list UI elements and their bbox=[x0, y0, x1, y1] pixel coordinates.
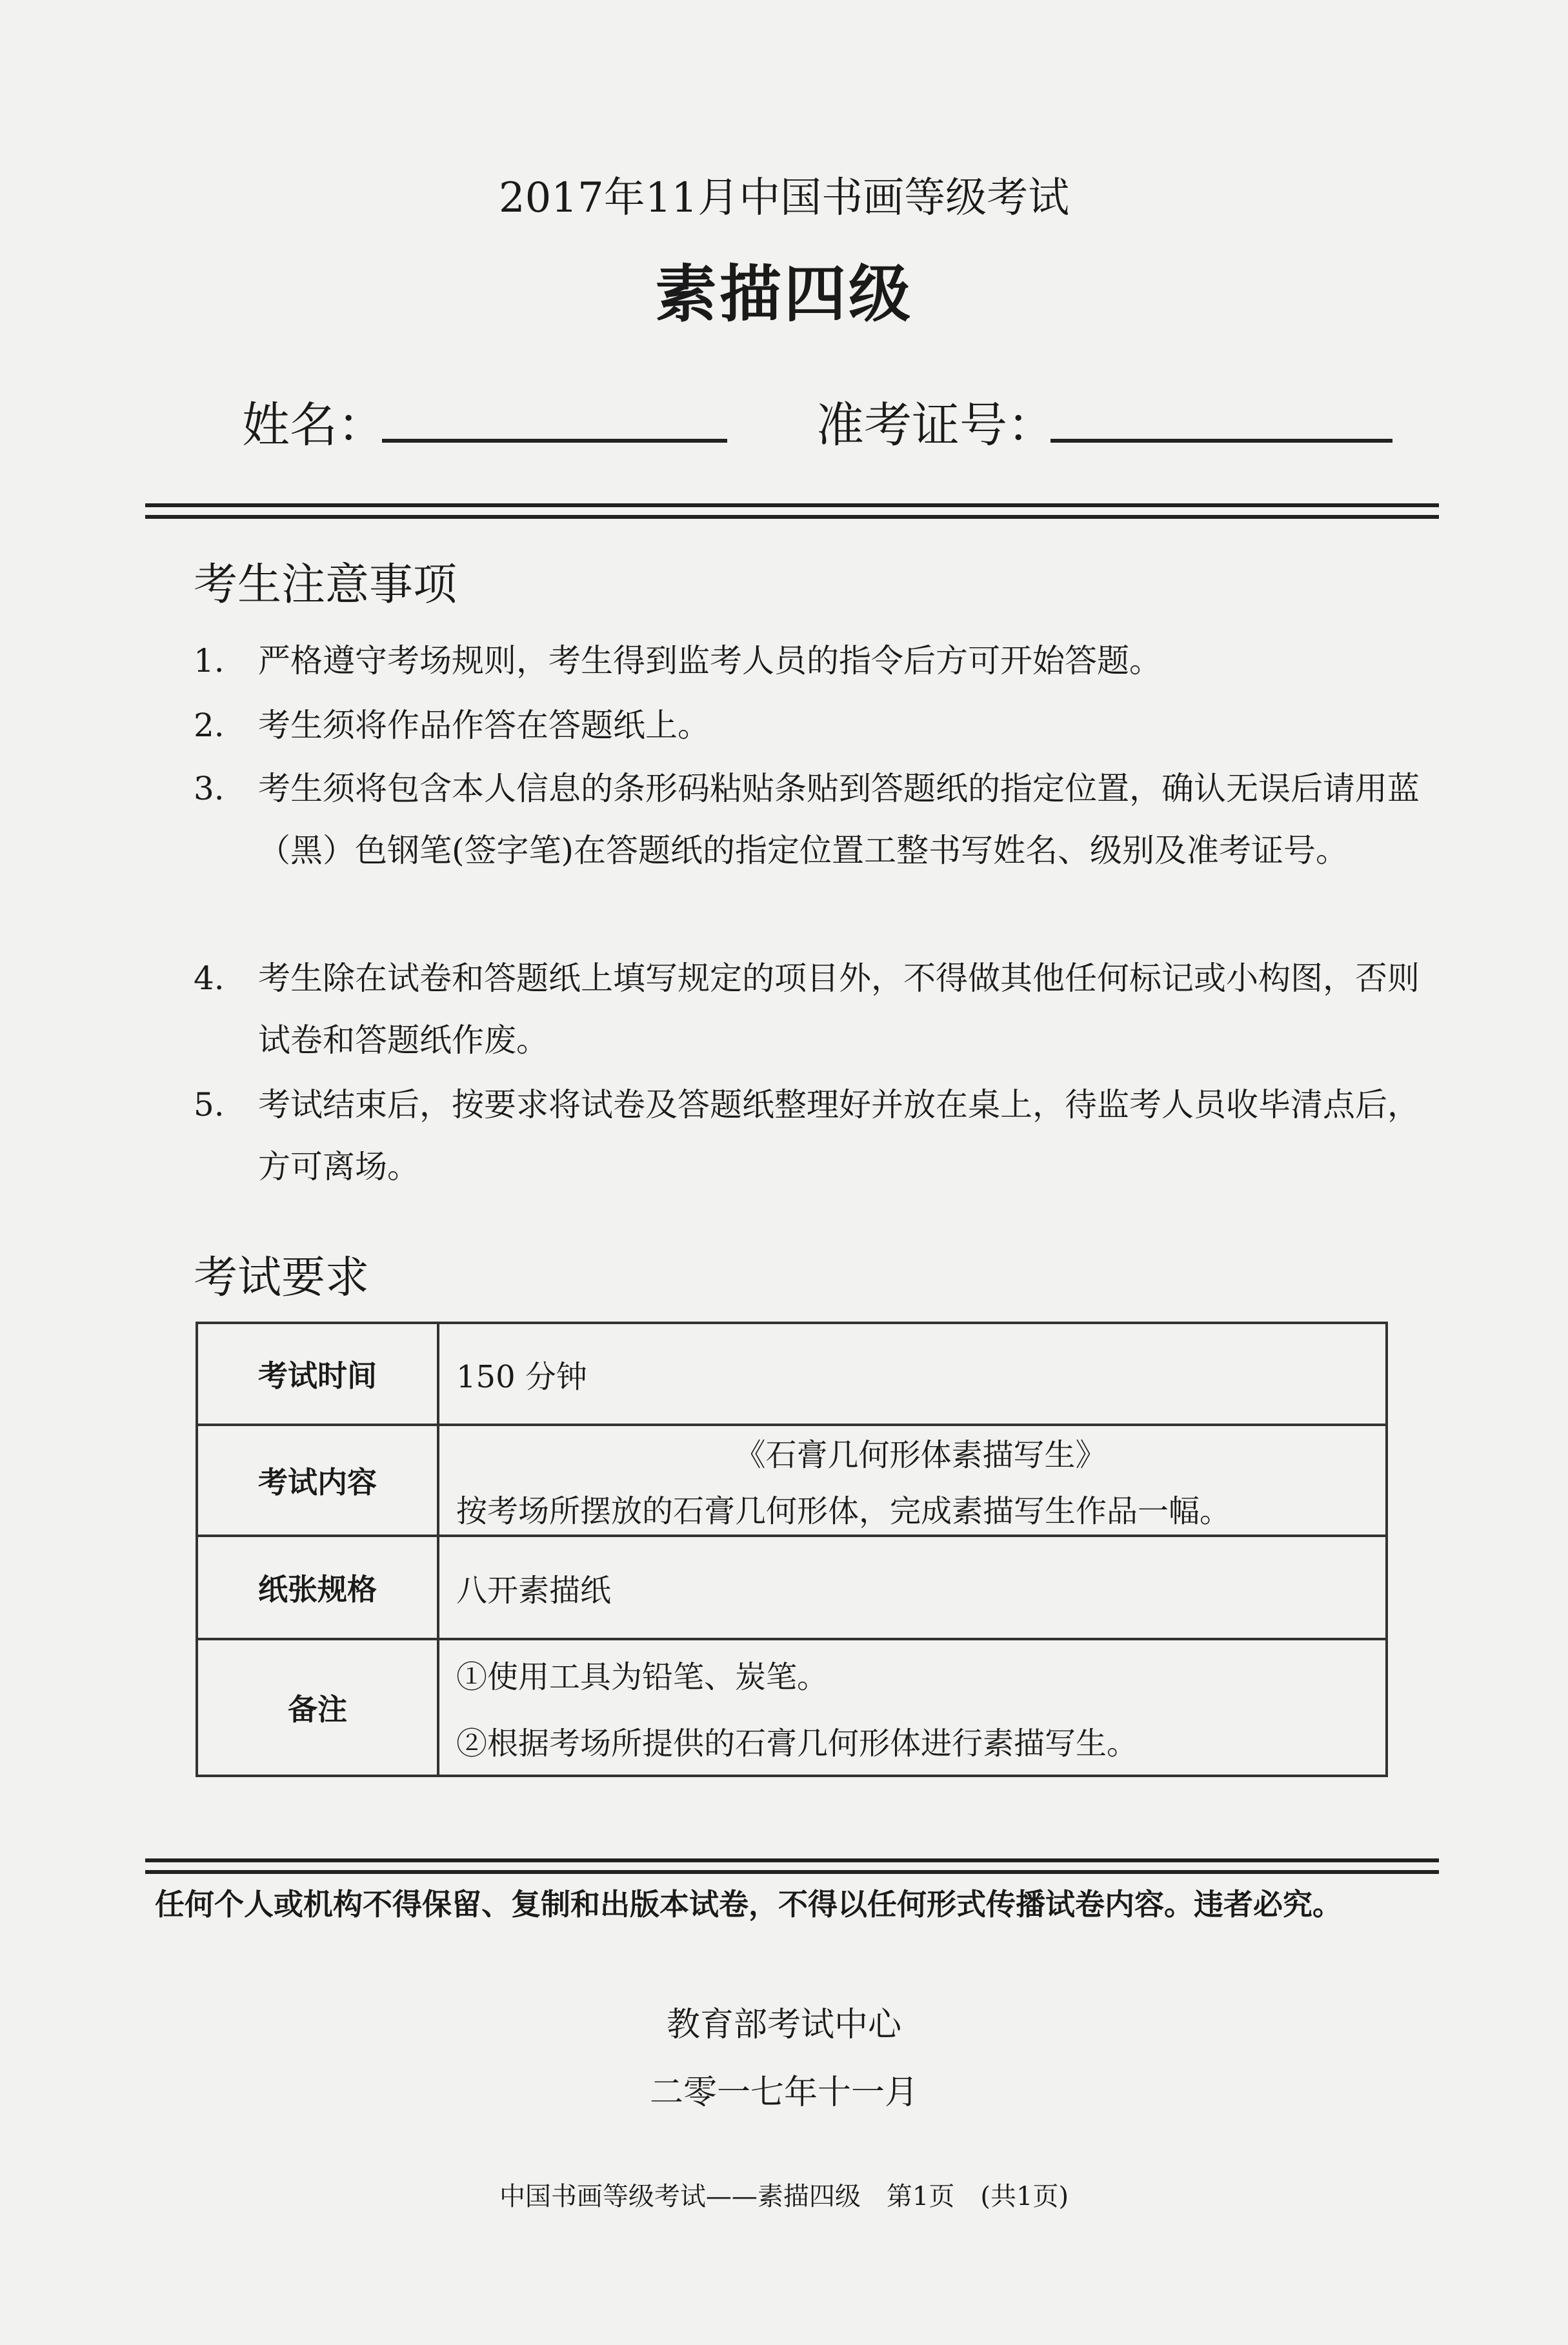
remark-line: ②根据考场所提供的石膏几何形体进行素描写生。 bbox=[456, 1726, 1138, 1762]
paper-label: 纸张规格 bbox=[197, 1536, 438, 1639]
notes-item bbox=[194, 694, 1426, 756]
exam-level-title: 素描四级 bbox=[655, 257, 913, 330]
notes-item-number: 5. bbox=[194, 1086, 225, 1123]
name-label: 姓名： bbox=[242, 398, 385, 453]
bottom-double-rule bbox=[145, 1858, 1439, 1874]
remarks-cell bbox=[438, 1639, 1387, 1776]
requirements-heading: 考试要求 bbox=[194, 1253, 370, 1303]
notes-item-text: 考生除在试卷和答题纸上填写规定的项目外，不得做其他任何标记或小构图，否则试卷和答题纸作废。 bbox=[258, 960, 1420, 1059]
notes-heading: 考生注意事项 bbox=[194, 559, 457, 610]
time-label: 考试时间 bbox=[197, 1323, 438, 1425]
notes-item-number: 3. bbox=[194, 770, 225, 807]
notes-item-text: 严格遵守考场规则，考生得到监考人员的指令后方可开始答题。 bbox=[258, 642, 1161, 679]
notes-item-number: 4. bbox=[194, 960, 225, 997]
content-value: 按考场所摆放的石膏几何形体，完成素描写生作品一幅。 bbox=[456, 1493, 1231, 1529]
notes-item bbox=[194, 1074, 1426, 1198]
paper-value: 八开素描纸 bbox=[438, 1536, 1387, 1639]
notes-item bbox=[194, 630, 1426, 692]
remarks-label: 备注 bbox=[197, 1639, 438, 1776]
exam-title: 2017年11月中国书画等级考试 bbox=[498, 174, 1070, 222]
issuer-organization: 教育部考试中心 bbox=[666, 2006, 901, 2044]
content-title: 《石膏几何形体素描写生》 bbox=[734, 1437, 1107, 1473]
notes-item bbox=[194, 758, 1426, 881]
table-row bbox=[197, 1425, 1387, 1536]
notes-item-number: 2. bbox=[194, 707, 225, 744]
notes-item bbox=[194, 947, 1426, 1071]
content-label: 考试内容 bbox=[197, 1425, 438, 1536]
name-blank-line bbox=[382, 439, 727, 443]
top-double-rule bbox=[145, 503, 1439, 519]
remark-line: ①使用工具为铅笔、炭笔。 bbox=[456, 1659, 829, 1695]
notes-item-text: 考生须将作品作答在答题纸上。 bbox=[258, 707, 710, 744]
exam-id-blank-line bbox=[1050, 439, 1392, 443]
requirements-table bbox=[196, 1322, 1388, 1777]
notes-item-text: 考生须将包含本人信息的条形码粘贴条贴到答题纸的指定位置，确认无误后请用蓝（黑）色钢笔(签字笔)在答题纸的指定位置工整书写姓名、级别及准考证号。 bbox=[258, 770, 1420, 869]
exam-id-label: 准考证号： bbox=[816, 398, 1055, 453]
table-row bbox=[197, 1323, 1387, 1425]
issue-date: 二零一七年十一月 bbox=[649, 2073, 918, 2112]
page-footer: 中国书画等级考试——素描四级 第1页 (共1页) bbox=[499, 2182, 1069, 2211]
notes-item-text: 考试结束后，按要求将试卷及答题纸整理好并放在桌上，待监考人员收毕清点后，方可离场。 bbox=[258, 1086, 1420, 1185]
table-row bbox=[197, 1639, 1387, 1776]
copyright-notice: 任何个人或机构不得保留、复制和出版本试卷，不得以任何形式传播试卷内容。违者必究。 bbox=[155, 1887, 1342, 1922]
table-row bbox=[197, 1536, 1387, 1639]
notes-item-number: 1. bbox=[194, 642, 225, 679]
content-cell bbox=[438, 1425, 1387, 1536]
time-value: 150 分钟 bbox=[438, 1323, 1387, 1425]
